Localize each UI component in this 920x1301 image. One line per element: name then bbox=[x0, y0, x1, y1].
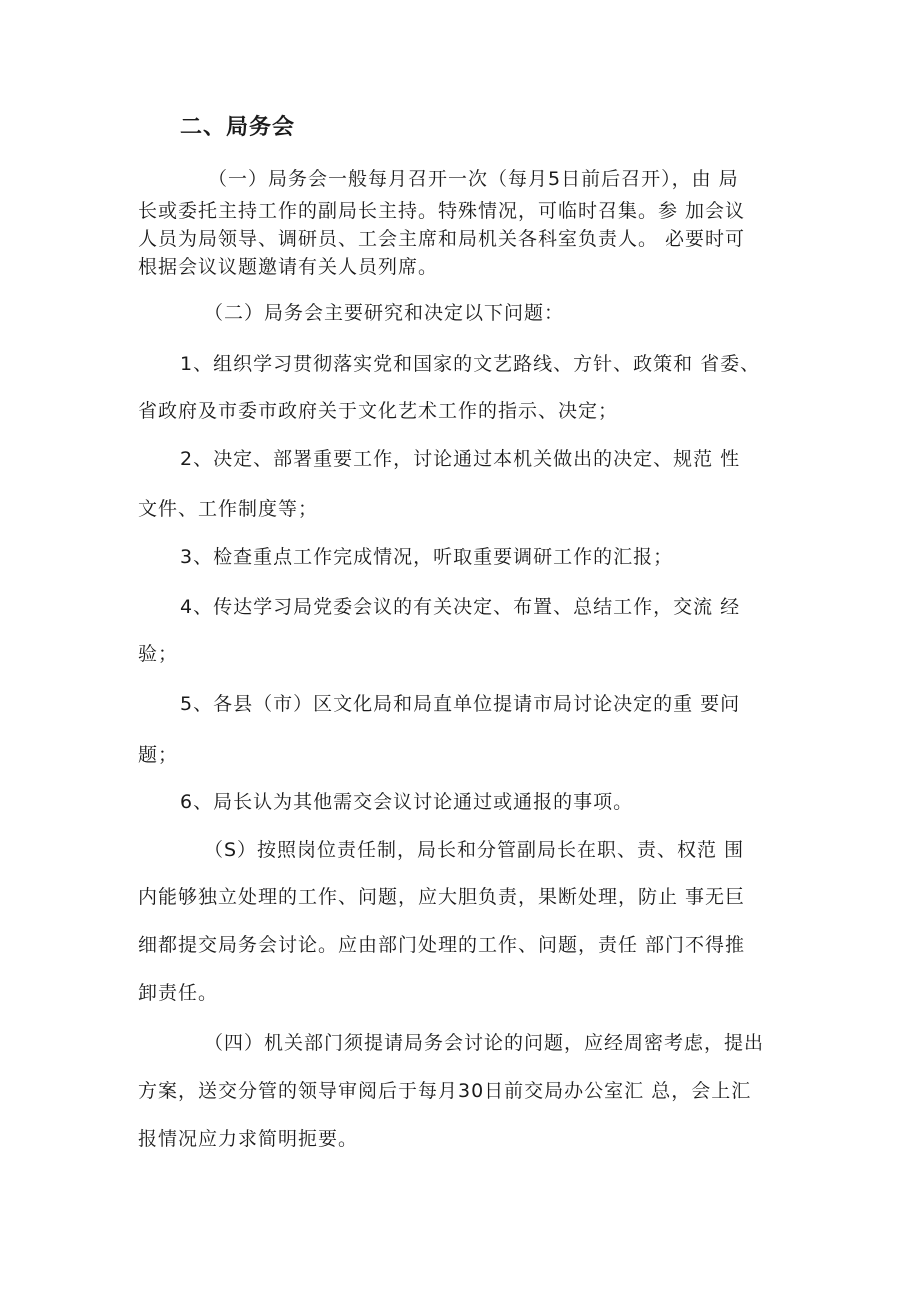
paragraph-line: 内能够独立处理的工作、问题，应大胆负责，果断处理，防止 事无巨 bbox=[138, 886, 746, 908]
paragraph-line: 长或委托主持工作的副局长主持。特殊情况，可临时召集。参 加会议 bbox=[138, 200, 746, 222]
paragraph-line: 根据会议议题邀请有关人员列席。 bbox=[138, 256, 439, 278]
paragraph-line: （二）局务会主要研究和决定以下问题： bbox=[204, 302, 565, 324]
list-item-line: 2、决定、部署重要工作，讨论通过本机关做出的决定、规范 性 bbox=[180, 448, 741, 470]
list-item-line: 文件、工作制度等； bbox=[138, 498, 319, 520]
list-item-line: 5、各县（市）区文化局和局直单位提请市局讨论决定的重 要问 bbox=[180, 693, 741, 715]
section-heading: 二、局务会 bbox=[180, 115, 296, 140]
list-item-line: 3、检查重点工作完成情况，听取重要调研工作的汇报； bbox=[180, 546, 674, 568]
paragraph-line: 细都提交局务会讨论。应由部门处理的工作、问题，责任 部门不得推 bbox=[138, 934, 746, 956]
paragraph-line: （一）局务会一般每月召开一次（每月5日前后召开），由 局 bbox=[208, 168, 739, 190]
paragraph-line: 卸责任。 bbox=[138, 982, 219, 1004]
paragraph-line: （S）按照岗位责任制，局长和分管副局长在职、责、权范 围 bbox=[204, 839, 745, 861]
paragraph-line: 人员为局领导、调研员、工会主席和局机关各科室负责人。 必要时可 bbox=[138, 228, 746, 250]
list-item-line: 6、局长认为其他需交会议讨论通过或通报的事项。 bbox=[180, 791, 634, 813]
list-item-line: 1、组织学习贯彻落实党和国家的文艺路线、方针、政策和 省委、 bbox=[180, 353, 761, 375]
list-item-line: 题； bbox=[138, 744, 179, 766]
paragraph-line: 方案，送交分管的领导审阅后于每月30日前交局办公室汇 总，会上汇 bbox=[138, 1080, 752, 1102]
paragraph-line: 报情况应力求简明扼要。 bbox=[138, 1128, 359, 1150]
list-item-line: 4、传达学习局党委会议的有关决定、布置、总结工作，交流 经 bbox=[180, 596, 741, 618]
paragraph-line: （四）机关部门须提请局务会讨论的问题，应经周密考虑，提出 bbox=[204, 1032, 765, 1054]
list-item-line: 省政府及市委市政府关于文化艺术工作的指示、决定； bbox=[138, 400, 619, 422]
list-item-line: 验； bbox=[138, 643, 179, 665]
